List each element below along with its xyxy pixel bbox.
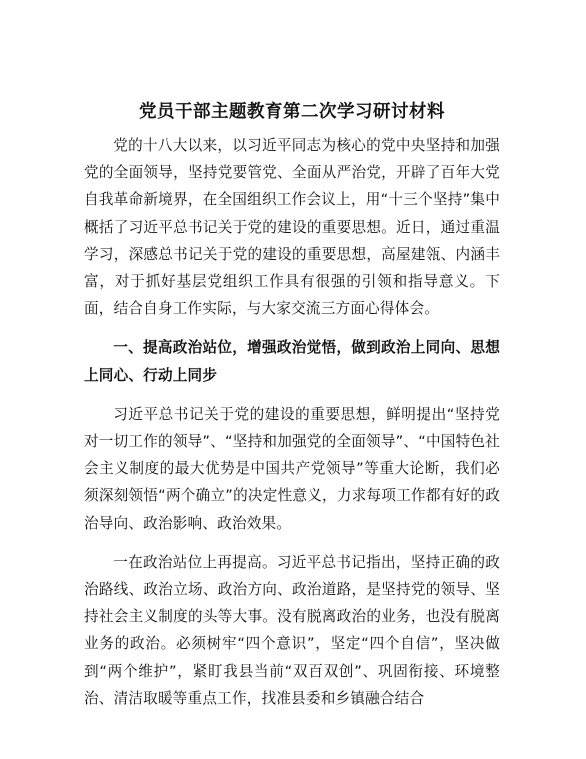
document-title: 党员干部主题教育第二次学习研讨材料 bbox=[139, 102, 445, 122]
body-paragraph-2: 一在政治站位上再提高。习近平总书记指出，坚持正确的政治路线、政治立场、政治方向、政治道路，是坚持党的领导、坚持社会主义制度的头等大事。没有脱离政治的业务，也没有脱离业务的政治。必须树牢“四个意识”，坚定“四个自信”，坚决做到“两个维护”，紧盯我县当前“双百双创”、巩固衔接、环境整治、清洁取暖等重点工作，找准县委和乡镇融合结合 bbox=[84, 553, 500, 707]
document-body bbox=[84, 98, 500, 724]
intro-paragraph: 党的十八大以来，以习近平同志为核心的党中央坚持和加强党的全面领导，坚持党要管党、全面从严治党，开辟了百年大党自我革命新境界，在全国组织工作会议上，用“十三个坚持”集中概括了习近平总书记关于党的建设的重要思想。近日，通过重温学习，深感总书记关于党的建设的重要思想，高屋建瓴、内涵丰富，对于抓好基层党组织工作具有很强的引领和指导意义。下面，结合自身工作实际，与大家交流三方面心得体会。 bbox=[84, 137, 500, 318]
body-paragraph-1: 习近平总书记关于党的建设的重要思想，鲜明提出“坚持党对一切工作的领导”、“坚持和加强党的全面领导”、“中国特色社会主义制度的最大优势是中国共产党领导”等重大论断，我们必须深刻领悟“两个确立”的决定性意义，力求每项工作都有好的政治导向、政治影响、政治效果。 bbox=[84, 405, 500, 532]
section-heading-1: 一、提高政治站位，增强政治觉悟，做到政治上同向、思想上同心、行动上同步 bbox=[84, 339, 500, 384]
